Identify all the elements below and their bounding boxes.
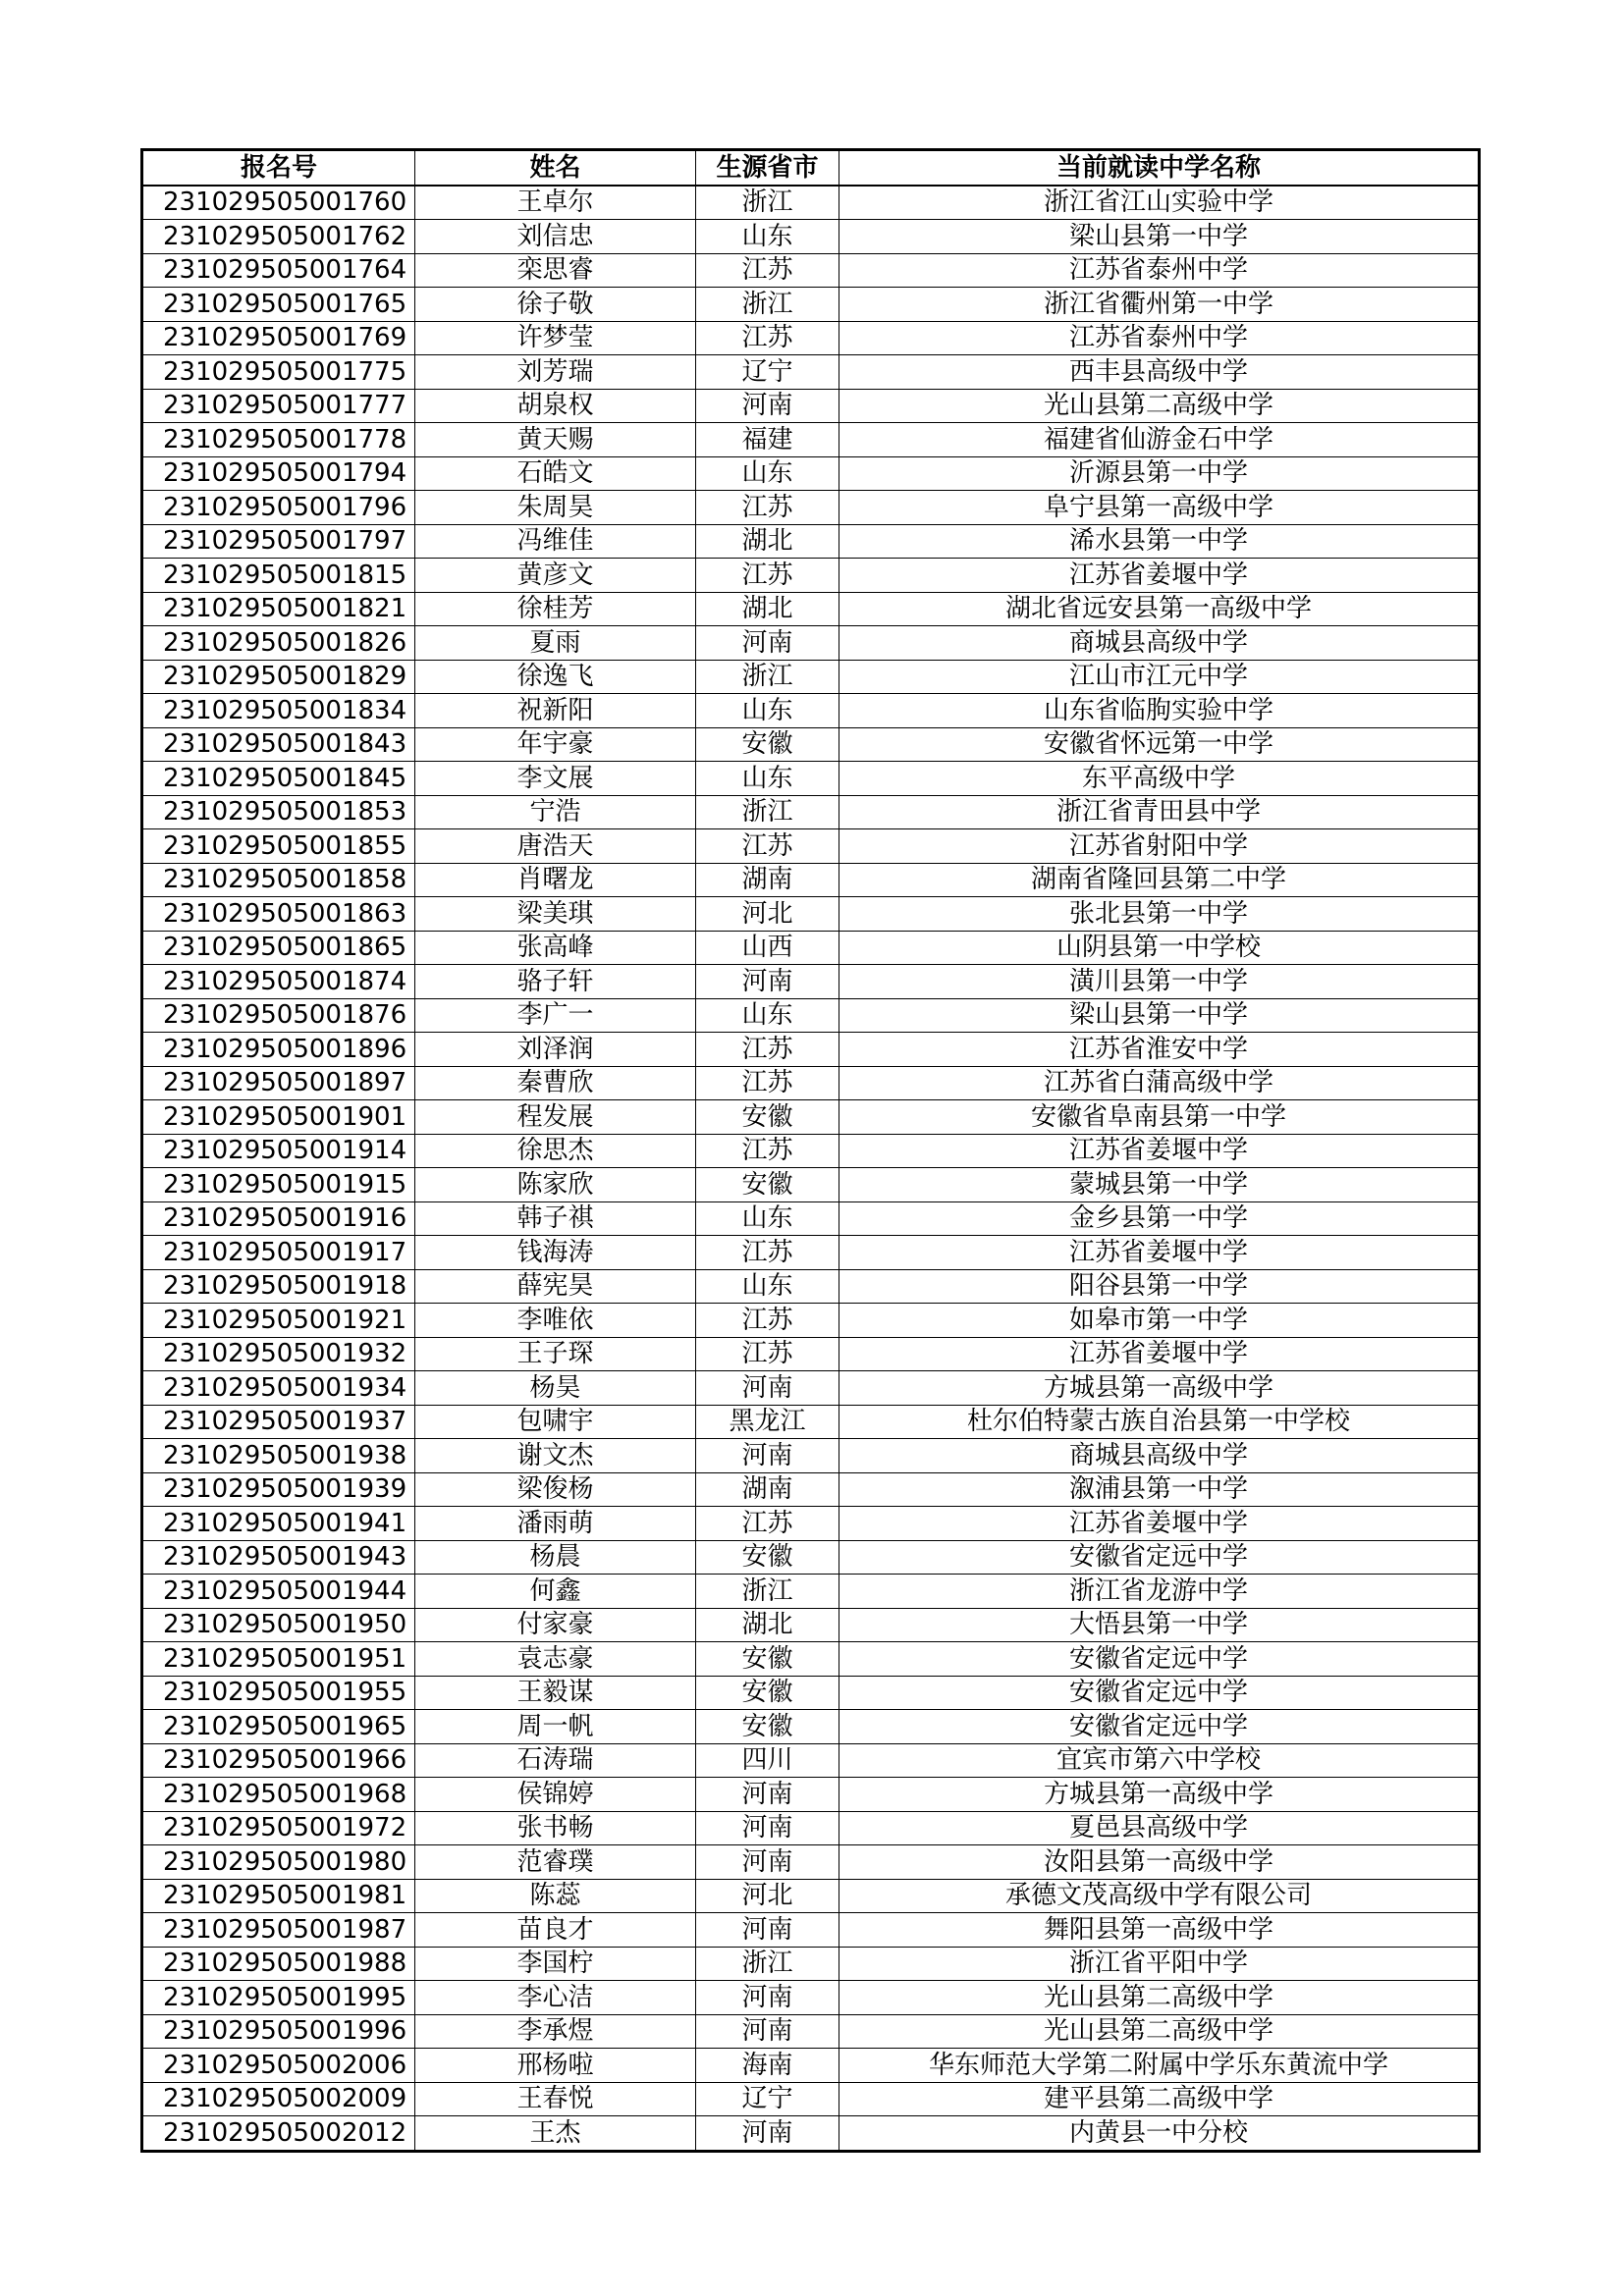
cell-school: 江山市江元中学	[839, 660, 1480, 694]
cell-name: 冯维佳	[415, 524, 696, 559]
cell-name: 谢文杰	[415, 1439, 696, 1473]
cell-school: 梁山县第一中学	[839, 220, 1480, 254]
cell-name: 薛宪昊	[415, 1269, 696, 1304]
cell-name: 刘泽润	[415, 1033, 696, 1067]
table-row	[142, 1201, 1480, 1236]
cell-school: 安徽省怀远第一中学	[839, 727, 1480, 762]
cell-province: 河南	[696, 965, 839, 999]
cell-school: 潢川县第一中学	[839, 965, 1480, 999]
cell-province: 江苏	[696, 1304, 839, 1338]
cell-name: 潘雨萌	[415, 1507, 696, 1541]
cell-registration-number: 231029505001996	[142, 2014, 415, 2049]
cell-school: 沂源县第一中学	[839, 456, 1480, 491]
cell-province: 江苏	[696, 1066, 839, 1100]
cell-registration-number: 231029505001951	[142, 1642, 415, 1677]
cell-name: 徐逸飞	[415, 660, 696, 694]
cell-registration-number: 231029505001796	[142, 491, 415, 525]
table-row	[142, 559, 1480, 593]
table-row	[142, 1236, 1480, 1270]
cell-school: 江苏省姜堰中学	[839, 559, 1480, 593]
cell-registration-number: 231029505001874	[142, 965, 415, 999]
cell-school: 江苏省泰州中学	[839, 321, 1480, 355]
cell-registration-number: 231029505001901	[142, 1100, 415, 1135]
cell-name: 梁美琪	[415, 897, 696, 932]
cell-school: 山东省临朐实验中学	[839, 694, 1480, 728]
cell-province: 江苏	[696, 1337, 839, 1371]
cell-province: 河南	[696, 1913, 839, 1948]
cell-school: 福建省仙游金石中学	[839, 423, 1480, 457]
header-province: 生源省市	[696, 150, 839, 186]
table-row	[142, 1304, 1480, 1338]
table-row	[142, 2082, 1480, 2116]
cell-name: 肖曙龙	[415, 863, 696, 897]
table-row	[142, 1439, 1480, 1473]
table-row	[142, 1168, 1480, 1202]
cell-name: 韩子祺	[415, 1201, 696, 1236]
cell-name: 陈蕊	[415, 1879, 696, 1913]
table-body	[142, 186, 1480, 2152]
cell-province: 安徽	[696, 1100, 839, 1135]
cell-name: 何鑫	[415, 1575, 696, 1609]
cell-name: 刘芳瑞	[415, 355, 696, 390]
cell-name: 李承煜	[415, 2014, 696, 2049]
cell-name: 梁俊杨	[415, 1472, 696, 1507]
table-row	[142, 1066, 1480, 1100]
cell-school: 浙江省江山实验中学	[839, 186, 1480, 220]
cell-province: 湖北	[696, 1608, 839, 1642]
table-row	[142, 220, 1480, 254]
admission-table	[140, 148, 1481, 2153]
table-row	[142, 1981, 1480, 2015]
cell-school: 华东师范大学第二附属中学乐东黄流中学	[839, 2049, 1480, 2083]
table-row	[142, 1033, 1480, 1067]
table-row	[142, 660, 1480, 694]
cell-school: 江苏省白蒲高级中学	[839, 1066, 1480, 1100]
cell-school: 方城县第一高级中学	[839, 1778, 1480, 1812]
cell-name: 年宇豪	[415, 727, 696, 762]
cell-school: 舞阳县第一高级中学	[839, 1913, 1480, 1948]
table-row	[142, 321, 1480, 355]
cell-province: 河南	[696, 2014, 839, 2049]
cell-registration-number: 231029505001932	[142, 1337, 415, 1371]
table-row	[142, 1879, 1480, 1913]
cell-registration-number: 231029505001939	[142, 1472, 415, 1507]
cell-province: 浙江	[696, 1947, 839, 1981]
cell-name: 夏雨	[415, 626, 696, 661]
cell-school: 浠水县第一中学	[839, 524, 1480, 559]
cell-name: 骆子轩	[415, 965, 696, 999]
cell-registration-number: 231029505001914	[142, 1134, 415, 1168]
cell-registration-number: 231029505001934	[142, 1371, 415, 1406]
cell-name: 徐思杰	[415, 1134, 696, 1168]
table-row	[142, 863, 1480, 897]
cell-name: 王子琛	[415, 1337, 696, 1371]
cell-school: 宜宾市第六中学校	[839, 1743, 1480, 1778]
cell-school: 光山县第二高级中学	[839, 1981, 1480, 2015]
table-row	[142, 795, 1480, 829]
table-row	[142, 931, 1480, 965]
cell-name: 石皓文	[415, 456, 696, 491]
cell-name: 王杰	[415, 2116, 696, 2152]
cell-name: 秦曹欣	[415, 1066, 696, 1100]
cell-registration-number: 231029505001916	[142, 1201, 415, 1236]
cell-name: 刘信忠	[415, 220, 696, 254]
cell-province: 江苏	[696, 491, 839, 525]
table-row	[142, 389, 1480, 423]
cell-school: 大悟县第一中学	[839, 1608, 1480, 1642]
cell-name: 王毅谋	[415, 1676, 696, 1710]
cell-province: 江苏	[696, 829, 839, 864]
cell-school: 内黄县一中分校	[839, 2116, 1480, 2152]
cell-province: 湖北	[696, 592, 839, 626]
cell-registration-number: 231029505001775	[142, 355, 415, 390]
cell-province: 河南	[696, 626, 839, 661]
cell-registration-number: 231029505001858	[142, 863, 415, 897]
cell-province: 湖北	[696, 524, 839, 559]
cell-school: 安徽省定远中学	[839, 1676, 1480, 1710]
cell-registration-number: 231029505001834	[142, 694, 415, 728]
table-row	[142, 524, 1480, 559]
table-row	[142, 1811, 1480, 1845]
cell-school: 商城县高级中学	[839, 1439, 1480, 1473]
cell-registration-number: 231029505001845	[142, 762, 415, 796]
cell-province: 安徽	[696, 1676, 839, 1710]
header-row	[142, 150, 1480, 186]
table-row	[142, 423, 1480, 457]
table-row	[142, 1269, 1480, 1304]
cell-province: 安徽	[696, 1540, 839, 1575]
cell-school: 湖南省隆回县第二中学	[839, 863, 1480, 897]
cell-province: 山东	[696, 1201, 839, 1236]
cell-registration-number: 231029505001797	[142, 524, 415, 559]
cell-name: 付家豪	[415, 1608, 696, 1642]
cell-name: 程发展	[415, 1100, 696, 1135]
cell-province: 山东	[696, 456, 839, 491]
cell-name: 杨昊	[415, 1371, 696, 1406]
table-row	[142, 727, 1480, 762]
table-row	[142, 288, 1480, 322]
cell-school: 阜宁县第一高级中学	[839, 491, 1480, 525]
cell-province: 湖南	[696, 863, 839, 897]
cell-province: 四川	[696, 1743, 839, 1778]
table-row	[142, 965, 1480, 999]
cell-registration-number: 231029505001915	[142, 1168, 415, 1202]
cell-registration-number: 231029505001965	[142, 1710, 415, 1744]
cell-school: 浙江省平阳中学	[839, 1947, 1480, 1981]
table-row	[142, 1947, 1480, 1981]
cell-registration-number: 231029505001863	[142, 897, 415, 932]
cell-province: 黑龙江	[696, 1405, 839, 1439]
header-registration-number: 报名号	[142, 150, 415, 186]
cell-name: 包啸宇	[415, 1405, 696, 1439]
cell-registration-number: 231029505001853	[142, 795, 415, 829]
cell-province: 福建	[696, 423, 839, 457]
cell-name: 王春悦	[415, 2082, 696, 2116]
cell-registration-number: 231029505001955	[142, 1676, 415, 1710]
cell-registration-number: 231029505001941	[142, 1507, 415, 1541]
cell-school: 阳谷县第一中学	[839, 1269, 1480, 1304]
cell-name: 朱周昊	[415, 491, 696, 525]
table-row	[142, 1405, 1480, 1439]
cell-province: 安徽	[696, 1710, 839, 1744]
cell-name: 钱海涛	[415, 1236, 696, 1270]
cell-school: 溆浦县第一中学	[839, 1472, 1480, 1507]
cell-school: 张北县第一中学	[839, 897, 1480, 932]
cell-province: 浙江	[696, 186, 839, 220]
cell-school: 山阴县第一中学校	[839, 931, 1480, 965]
cell-school: 江苏省泰州中学	[839, 253, 1480, 288]
cell-school: 安徽省定远中学	[839, 1642, 1480, 1677]
cell-name: 王卓尔	[415, 186, 696, 220]
cell-province: 浙江	[696, 1575, 839, 1609]
cell-province: 江苏	[696, 559, 839, 593]
cell-school: 梁山县第一中学	[839, 998, 1480, 1033]
cell-registration-number: 231029505001865	[142, 931, 415, 965]
cell-school: 江苏省姜堰中学	[839, 1337, 1480, 1371]
cell-province: 浙江	[696, 795, 839, 829]
cell-registration-number: 231029505001921	[142, 1304, 415, 1338]
cell-registration-number: 231029505001980	[142, 1845, 415, 1880]
cell-name: 李文展	[415, 762, 696, 796]
table-row	[142, 1575, 1480, 1609]
cell-school: 江苏省射阳中学	[839, 829, 1480, 864]
cell-name: 范睿璞	[415, 1845, 696, 1880]
cell-registration-number: 231029505002009	[142, 2082, 415, 2116]
table-row	[142, 694, 1480, 728]
cell-name: 许梦莹	[415, 321, 696, 355]
cell-school: 商城县高级中学	[839, 626, 1480, 661]
cell-province: 海南	[696, 2049, 839, 2083]
table-row	[142, 2049, 1480, 2083]
table-row	[142, 186, 1480, 220]
cell-province: 山东	[696, 694, 839, 728]
table-row	[142, 2116, 1480, 2152]
header-name: 姓名	[415, 150, 696, 186]
table-row	[142, 1676, 1480, 1710]
cell-school: 蒙城县第一中学	[839, 1168, 1480, 1202]
cell-province: 山西	[696, 931, 839, 965]
cell-school: 方城县第一高级中学	[839, 1371, 1480, 1406]
cell-name: 黄彦文	[415, 559, 696, 593]
cell-province: 辽宁	[696, 2082, 839, 2116]
cell-province: 山东	[696, 998, 839, 1033]
table-row	[142, 1913, 1480, 1948]
cell-registration-number: 231029505001777	[142, 389, 415, 423]
cell-province: 江苏	[696, 1507, 839, 1541]
cell-school: 浙江省龙游中学	[839, 1575, 1480, 1609]
cell-name: 徐子敬	[415, 288, 696, 322]
table-row	[142, 1743, 1480, 1778]
table-header	[142, 150, 1480, 186]
cell-school: 承德文茂高级中学有限公司	[839, 1879, 1480, 1913]
cell-registration-number: 231029505001765	[142, 288, 415, 322]
cell-registration-number: 231029505001896	[142, 1033, 415, 1067]
table-row	[142, 1507, 1480, 1541]
cell-province: 江苏	[696, 321, 839, 355]
cell-registration-number: 231029505001876	[142, 998, 415, 1033]
cell-school: 东平高级中学	[839, 762, 1480, 796]
cell-school: 夏邑县高级中学	[839, 1811, 1480, 1845]
table-row	[142, 1371, 1480, 1406]
cell-registration-number: 231029505001769	[142, 321, 415, 355]
cell-school: 光山县第二高级中学	[839, 389, 1480, 423]
table-row	[142, 456, 1480, 491]
cell-registration-number: 231029505001821	[142, 592, 415, 626]
cell-province: 安徽	[696, 1642, 839, 1677]
cell-province: 河南	[696, 1811, 839, 1845]
cell-school: 安徽省定远中学	[839, 1540, 1480, 1575]
cell-registration-number: 231029505002012	[142, 2116, 415, 2152]
cell-name: 唐浩天	[415, 829, 696, 864]
cell-registration-number: 231029505001855	[142, 829, 415, 864]
cell-registration-number: 231029505001843	[142, 727, 415, 762]
cell-registration-number: 231029505001988	[142, 1947, 415, 1981]
cell-name: 苗良才	[415, 1913, 696, 1948]
cell-school: 湖北省远安县第一高级中学	[839, 592, 1480, 626]
cell-registration-number: 231029505001826	[142, 626, 415, 661]
cell-registration-number: 231029505001937	[142, 1405, 415, 1439]
cell-school: 金乡县第一中学	[839, 1201, 1480, 1236]
cell-name: 杨晨	[415, 1540, 696, 1575]
cell-name: 张高峰	[415, 931, 696, 965]
cell-province: 辽宁	[696, 355, 839, 390]
cell-registration-number: 231029505001829	[142, 660, 415, 694]
cell-registration-number: 231029505001950	[142, 1608, 415, 1642]
cell-province: 江苏	[696, 253, 839, 288]
cell-name: 周一帆	[415, 1710, 696, 1744]
cell-province: 江苏	[696, 1033, 839, 1067]
cell-name: 黄天赐	[415, 423, 696, 457]
cell-registration-number: 231029505001760	[142, 186, 415, 220]
cell-registration-number: 231029505001764	[142, 253, 415, 288]
admission-list-sheet	[140, 148, 1478, 2153]
table-row	[142, 762, 1480, 796]
cell-province: 河北	[696, 897, 839, 932]
table-row	[142, 1642, 1480, 1677]
cell-registration-number: 231029505001972	[142, 1811, 415, 1845]
cell-school: 安徽省阜南县第一中学	[839, 1100, 1480, 1135]
cell-name: 石涛瑞	[415, 1743, 696, 1778]
cell-province: 湖南	[696, 1472, 839, 1507]
cell-registration-number: 231029505002006	[142, 2049, 415, 2083]
cell-registration-number: 231029505001981	[142, 1879, 415, 1913]
cell-school: 杜尔伯特蒙古族自治县第一中学校	[839, 1405, 1480, 1439]
table-row	[142, 1540, 1480, 1575]
cell-name: 袁志豪	[415, 1642, 696, 1677]
cell-school: 汝阳县第一高级中学	[839, 1845, 1480, 1880]
cell-school: 浙江省衢州第一中学	[839, 288, 1480, 322]
cell-registration-number: 231029505001987	[142, 1913, 415, 1948]
table-row	[142, 626, 1480, 661]
cell-school: 安徽省定远中学	[839, 1710, 1480, 1744]
cell-registration-number: 231029505001938	[142, 1439, 415, 1473]
cell-province: 江苏	[696, 1134, 839, 1168]
cell-province: 山东	[696, 220, 839, 254]
cell-province: 河南	[696, 1439, 839, 1473]
cell-province: 山东	[696, 762, 839, 796]
table-row	[142, 897, 1480, 932]
cell-registration-number: 231029505001943	[142, 1540, 415, 1575]
table-row	[142, 2014, 1480, 2049]
table-row	[142, 355, 1480, 390]
table-row	[142, 998, 1480, 1033]
header-school: 当前就读中学名称	[839, 150, 1480, 186]
cell-school: 浙江省青田县中学	[839, 795, 1480, 829]
cell-province: 山东	[696, 1269, 839, 1304]
cell-registration-number: 231029505001918	[142, 1269, 415, 1304]
cell-school: 建平县第二高级中学	[839, 2082, 1480, 2116]
cell-province: 河南	[696, 389, 839, 423]
table-row	[142, 829, 1480, 864]
cell-registration-number: 231029505001995	[142, 1981, 415, 2015]
cell-registration-number: 231029505001917	[142, 1236, 415, 1270]
cell-registration-number: 231029505001815	[142, 559, 415, 593]
cell-school: 江苏省淮安中学	[839, 1033, 1480, 1067]
cell-name: 李广一	[415, 998, 696, 1033]
cell-province: 江苏	[696, 1236, 839, 1270]
cell-province: 安徽	[696, 727, 839, 762]
cell-name: 胡泉权	[415, 389, 696, 423]
cell-province: 河北	[696, 1879, 839, 1913]
cell-registration-number: 231029505001897	[142, 1066, 415, 1100]
cell-registration-number: 231029505001944	[142, 1575, 415, 1609]
cell-province: 河南	[696, 2116, 839, 2152]
table-row	[142, 1100, 1480, 1135]
cell-name: 陈家欣	[415, 1168, 696, 1202]
cell-name: 祝新阳	[415, 694, 696, 728]
table-row	[142, 1134, 1480, 1168]
cell-name: 邢杨啦	[415, 2049, 696, 2083]
cell-province: 安徽	[696, 1168, 839, 1202]
cell-school: 江苏省姜堰中学	[839, 1507, 1480, 1541]
cell-province: 河南	[696, 1371, 839, 1406]
cell-registration-number: 231029505001762	[142, 220, 415, 254]
cell-name: 李心洁	[415, 1981, 696, 2015]
cell-registration-number: 231029505001968	[142, 1778, 415, 1812]
cell-name: 李国柠	[415, 1947, 696, 1981]
cell-name: 侯锦婷	[415, 1778, 696, 1812]
cell-province: 浙江	[696, 288, 839, 322]
table-row	[142, 1472, 1480, 1507]
cell-registration-number: 231029505001794	[142, 456, 415, 491]
table-row	[142, 1710, 1480, 1744]
cell-school: 光山县第二高级中学	[839, 2014, 1480, 2049]
table-row	[142, 1337, 1480, 1371]
cell-name: 宁浩	[415, 795, 696, 829]
cell-school: 西丰县高级中学	[839, 355, 1480, 390]
cell-registration-number: 231029505001966	[142, 1743, 415, 1778]
table-row	[142, 592, 1480, 626]
cell-name: 栾思睿	[415, 253, 696, 288]
table-row	[142, 1608, 1480, 1642]
cell-name: 张书畅	[415, 1811, 696, 1845]
table-row	[142, 1778, 1480, 1812]
cell-school: 江苏省姜堰中学	[839, 1134, 1480, 1168]
cell-province: 河南	[696, 1981, 839, 2015]
cell-school: 如皋市第一中学	[839, 1304, 1480, 1338]
table-row	[142, 1845, 1480, 1880]
cell-school: 江苏省姜堰中学	[839, 1236, 1480, 1270]
table-row	[142, 491, 1480, 525]
cell-name: 李唯依	[415, 1304, 696, 1338]
cell-name: 徐桂芳	[415, 592, 696, 626]
table-row	[142, 253, 1480, 288]
cell-province: 河南	[696, 1778, 839, 1812]
cell-registration-number: 231029505001778	[142, 423, 415, 457]
cell-province: 浙江	[696, 660, 839, 694]
cell-province: 河南	[696, 1845, 839, 1880]
